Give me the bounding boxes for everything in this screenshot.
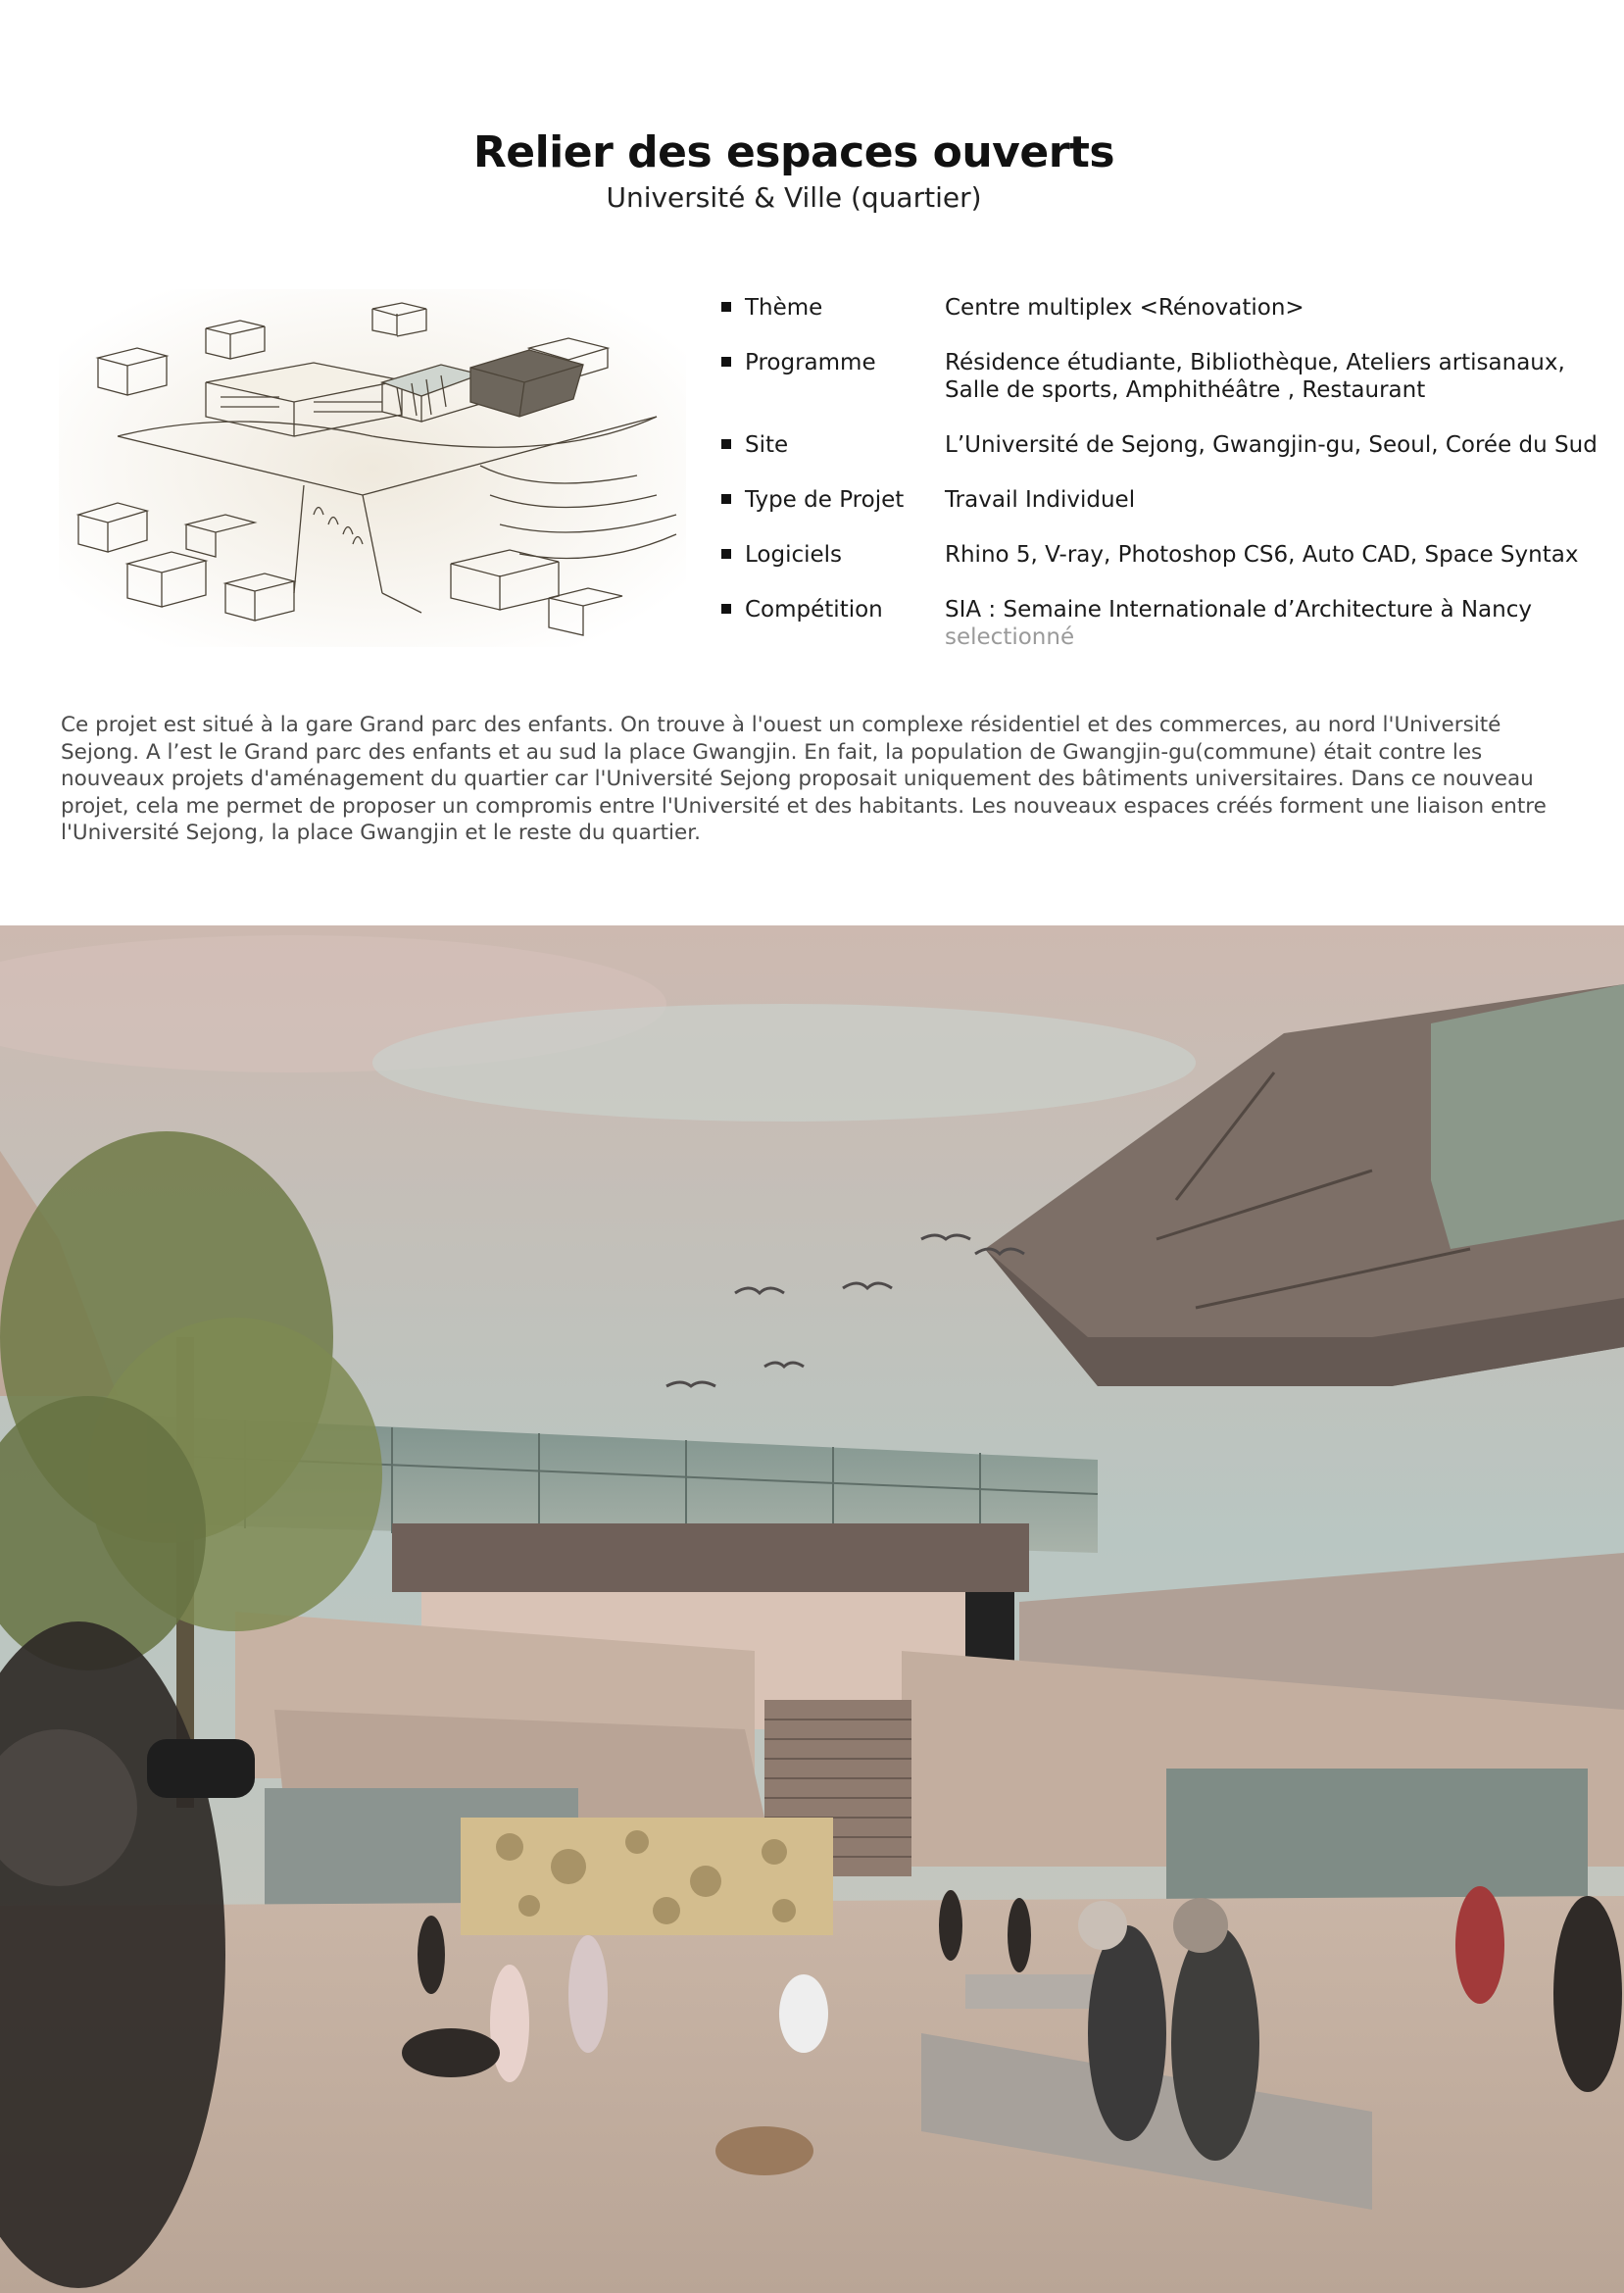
info-row-competition [715, 596, 1532, 651]
info-value: Résidence étudiante, Bibliothèque, Ateliers artisanaux, [945, 350, 1565, 375]
info-row-project-type [715, 486, 1135, 514]
info-note: selectionné [945, 624, 1075, 650]
bullet-icon [721, 302, 731, 312]
info-row-theme [715, 294, 1304, 322]
architectural-render-image [0, 925, 1624, 2293]
info-value-line2: Salle de sports, Amphithéâtre , Restaurant [945, 377, 1426, 403]
info-value: Travail Individuel [945, 487, 1136, 513]
page-title: Relier des espaces ouverts [472, 127, 1115, 177]
info-key-label: Thème [745, 295, 823, 321]
page-subtitle: Université & Ville (quartier) [606, 181, 982, 214]
info-row-site [715, 431, 1598, 459]
info-value: L’Université de Sejong, Gwangjin-gu, Seoul, Corée du Sud [945, 432, 1598, 458]
info-key-label: Type de Projet [745, 487, 905, 513]
bullet-icon [721, 357, 731, 367]
bullet-icon [721, 549, 731, 559]
info-row-software [715, 541, 1578, 569]
info-value: SIA : Semaine Internationale d’Architecture à Nancy [945, 597, 1532, 623]
bullet-icon [721, 604, 731, 614]
info-key-label: Site [745, 432, 789, 458]
page-header [0, 127, 1588, 214]
info-row-programme [715, 349, 1565, 404]
info-value: Rhino 5, V-ray, Photoshop CS6, Auto CAD, Space Syntax [945, 542, 1579, 568]
info-key-label: Programme [745, 350, 876, 375]
site-sketch-illustration [59, 289, 686, 647]
bullet-icon [721, 439, 731, 449]
bullet-icon [721, 494, 731, 504]
info-key-label: Compétition [745, 597, 883, 623]
info-value: Centre multiplex <Rénovation> [945, 295, 1304, 321]
project-description: Ce projet est situé à la gare Grand parc des enfants. On trouve à l'ouest un complexe résidentiel et des commerces, au nord l'Université Sejong. A l’est le Grand parc des enfants et au sud la place Gwangjin. En fait, la population de Gwangjin-gu(commune) était contre les nouveaux projets d'aménagement du quartier car l'Université Sejong proposait uniquement des bâtiments universitaires. Dans ce nouveau projet, cela me permet de proposer un compromis entre l'Université et des habitants. Les nouveaux espaces créés forment une liaison entre l'Université Sejong, la place Gwangjin et le reste du quartier. [61, 713, 1547, 845]
info-key-label: Logiciels [745, 542, 843, 568]
